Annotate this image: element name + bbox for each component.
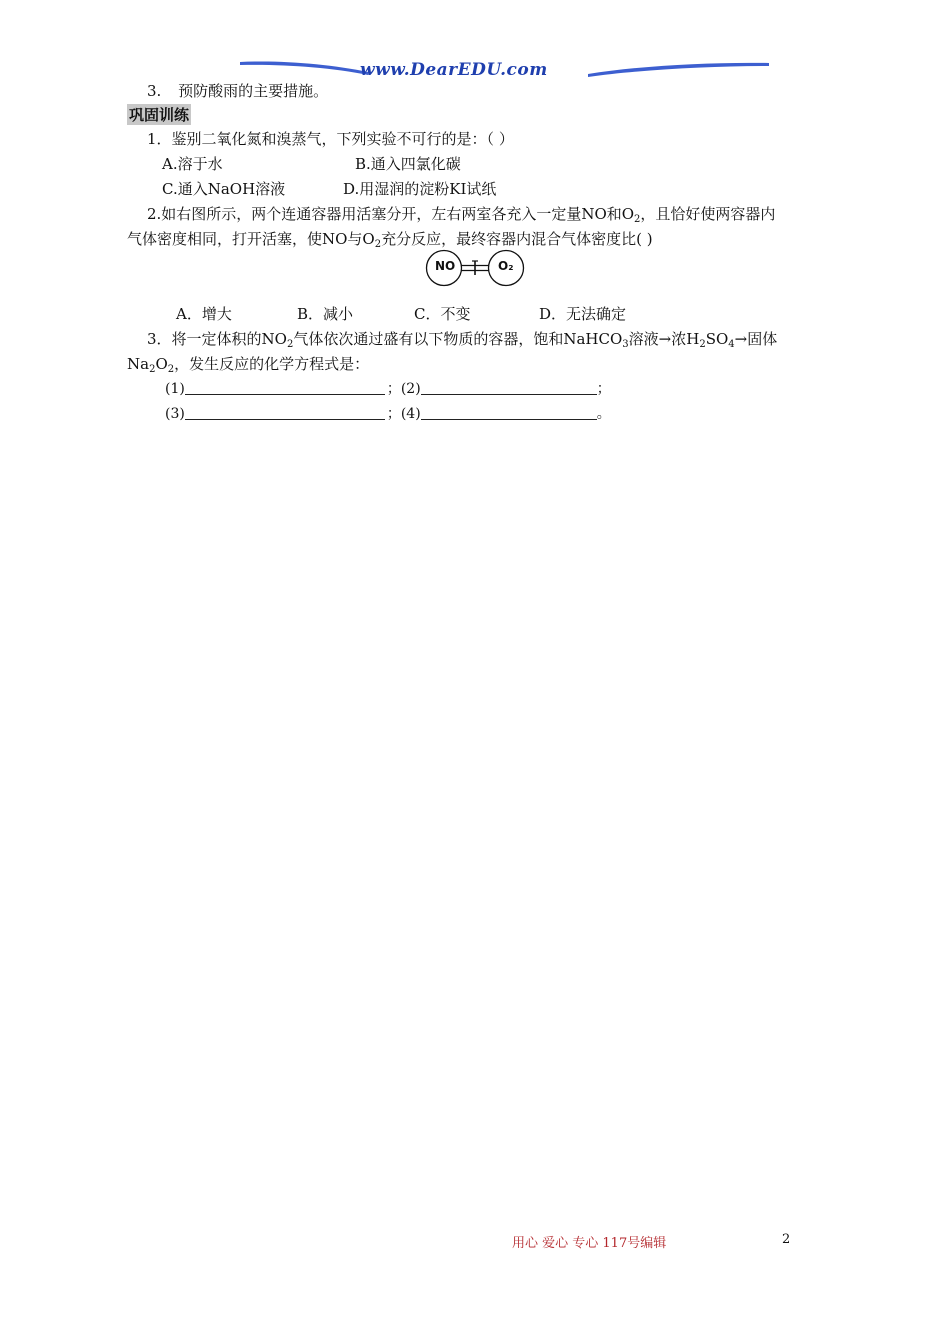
site-logo: www.DearEDU.com [360,60,548,80]
q2-option-b: B．减小 [297,305,354,323]
q2-figure [424,248,528,288]
q1-option-c: C.通入NaOH溶液 [162,180,286,198]
q3-sub-1: 2 [286,339,294,350]
q2-stem-line1 [147,203,775,225]
prev-item-number: 3. [147,82,162,100]
q3-stem-line2 [127,353,369,375]
q3-l2-text-b: O [155,355,168,373]
separator: ； [386,406,401,422]
q3-sub-4: 4 [728,339,735,350]
q2-option-c: C．不变 [414,305,471,323]
q2-line2-text-end: 充分反应，最终容器内混合气体密度比( ) [381,230,653,248]
q3-text-d: SO [705,330,729,348]
answer-blank-4[interactable] [421,405,597,420]
blank-label-2: (2) [400,381,421,397]
q1-option-b: B.通入四氯化碳 [355,155,461,173]
section-heading: 巩固训练 [129,106,190,124]
q3-text-c: 溶液→浓H [628,330,700,348]
footer-text: 用心 爱心 专心 117号编辑 [512,1236,667,1251]
q3-l2-sub-2: 2 [167,364,175,375]
q2-line2-text: 气体密度相同，打开活塞，使NO与O [127,230,375,248]
separator: ； [386,381,401,397]
q3-l2-text-a: Na [127,355,150,373]
prev-item-3 [147,80,328,101]
page-number: 2 [782,1232,791,1247]
q1-option-d: D.用湿润的淀粉KI试纸 [343,180,497,198]
q3-sub-2: 3 [622,339,629,350]
q3-text-b: 气体依次通过盛有以下物质的容器，饱和NaHCO [293,330,623,348]
blank-label-1: (1) [165,381,185,397]
q2-option-a: A．增大 [176,305,232,323]
answer-row-2 [165,403,611,423]
q1-stem: 1．鉴别二氧化氮和溴蒸气，下列实验不可行的是：（ ） [147,130,514,148]
q2-stem-line2 [127,228,653,250]
q3-text-e: →固体 [734,330,778,348]
q2-option-d: D．无法确定 [539,305,627,323]
q3-l2-sub-1: 2 [149,364,156,375]
q1-option-a: A.溶于水 [162,155,223,173]
blank-label-3: (3) [165,406,185,422]
blank-label-4: (4) [400,406,421,422]
q3-stem-line1 [147,328,777,350]
q2-line2-sub: 2 [374,239,382,250]
answer-blank-3[interactable] [185,405,385,420]
separator: ； [596,381,611,397]
q2-line1-text: 2.如右图所示，两个连通容器用活塞分开，左右两室各充入一定量NO和O [147,205,635,223]
q2-line1-sub: 2 [634,214,641,225]
q3-text-a: 3．将一定体积的NO [147,330,287,348]
answer-row-1 [165,378,611,398]
answer-blank-2[interactable] [421,380,597,395]
q3-sub-3: 2 [699,339,706,350]
header-swoosh-left [240,58,370,80]
answer-blank-1[interactable] [185,380,385,395]
header-swoosh-right [588,58,770,80]
prev-item-text: 预防酸雨的主要措施。 [178,82,329,100]
q2-line1-text-end: ，且恰好使两容器内 [640,205,776,223]
period: 。 [596,406,611,422]
left-container-label: NO [435,259,456,273]
right-container-label: O₂ [498,259,514,273]
q3-l2-text-c: ，发生反应的化学方程式是： [174,355,370,373]
